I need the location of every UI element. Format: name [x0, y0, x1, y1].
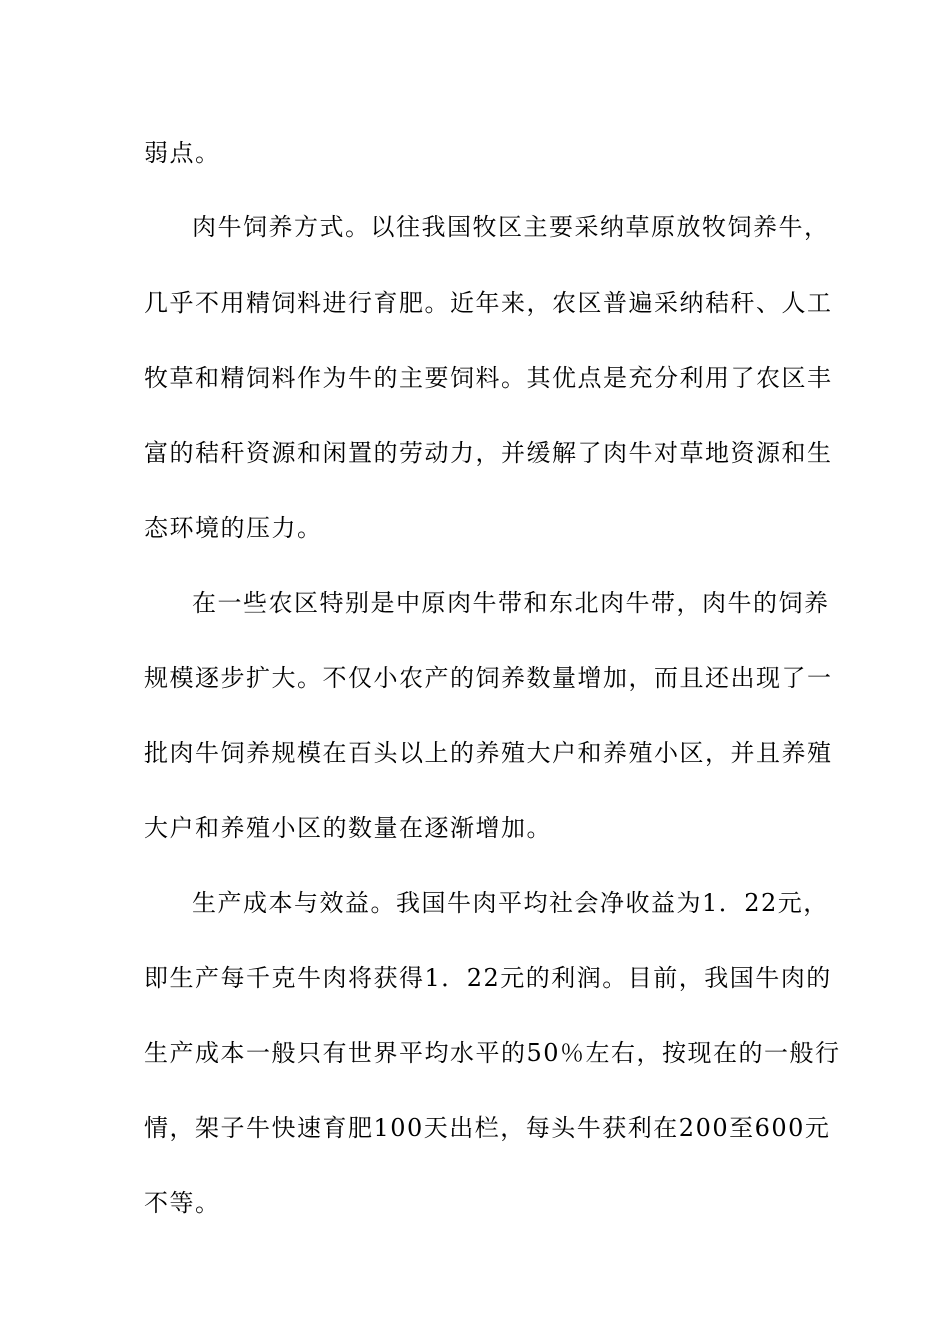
text-line: 生产成本一般只有世界平均水平的50％左右，按现在的一般行 — [144, 1039, 841, 1067]
text-line: 规模逐步扩大。不仅小农产的饲养数量增加，而且还出现了一 — [144, 664, 833, 692]
text-line: 牧草和精饲料作为牛的主要饲料。其优点是充分利用了农区丰 — [144, 364, 833, 392]
text-line: 弱点。 — [144, 139, 221, 167]
text-line: 态环境的压力。 — [144, 514, 323, 542]
paragraph-start-line: 肉牛饲养方式。以往我国牧区主要采纳草原放牧饲养牛， — [192, 213, 830, 241]
text-line: 不等。 — [144, 1189, 221, 1217]
text-line: 即生产每千克牛肉将获得1．22元的利润。目前，我国牛肉的 — [144, 964, 832, 992]
text-line: 大户和养殖小区的数量在逐渐增加。 — [144, 814, 552, 842]
paragraph-start-line: 生产成本与效益。我国牛肉平均社会净收益为1．22元， — [192, 889, 829, 917]
text-line: 几乎不用精饲料进行育肥。近年来，农区普遍采纳秸秆、人工 — [144, 289, 833, 317]
paragraph-start-line: 在一些农区特别是中原肉牛带和东北肉牛带，肉牛的饲养 — [192, 589, 830, 617]
text-line: 批肉牛饲养规模在百头以上的养殖大户和养殖小区，并且养殖 — [144, 739, 833, 767]
text-line: 情，架子牛快速育肥100天出栏，每头牛获利在200至600元 — [144, 1114, 831, 1142]
text-line: 富的秸秆资源和闲置的劳动力，并缓解了肉牛对草地资源和生 — [144, 439, 833, 467]
